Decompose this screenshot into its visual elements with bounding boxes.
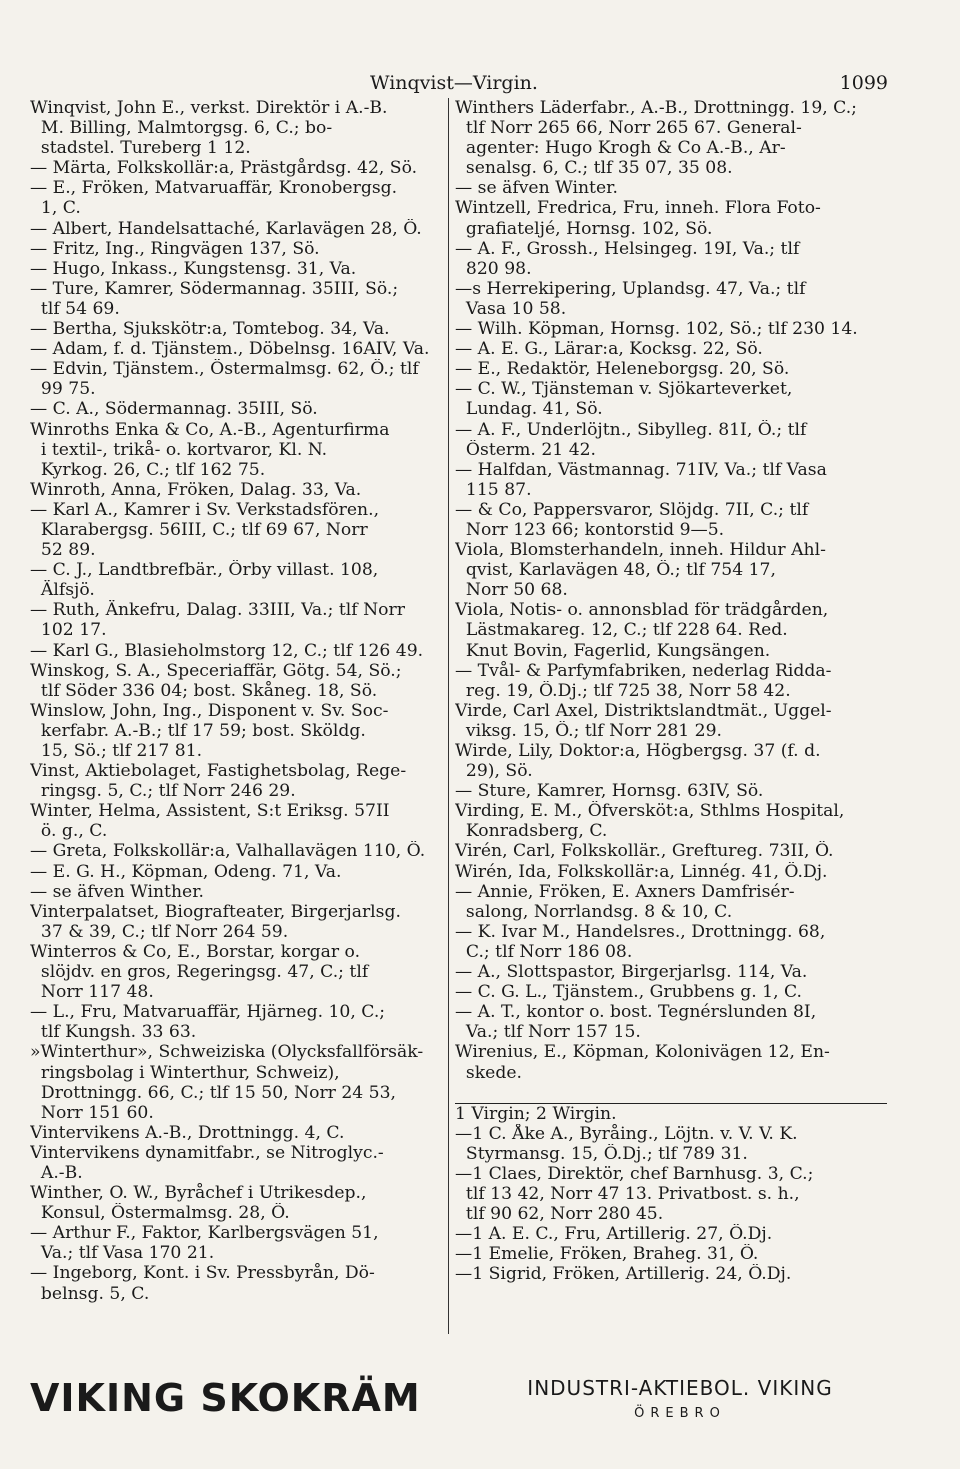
directory-entry-line: Konsul, Östermalmsg. 28, Ö. xyxy=(30,1203,290,1224)
directory-entry-line: — Ture, Kamrer, Södermannag. 35III, Sö.; xyxy=(30,278,399,299)
directory-entry-line: senalsg. 6, C.; tlf 35 07, 35 08. xyxy=(455,158,733,179)
directory-entry-line: 115 87. xyxy=(455,479,532,500)
directory-entry-line: Norr 50 68. xyxy=(455,580,568,601)
directory-entry-line: — A. T., kontor o. bost. Tegnérslunden 8I, xyxy=(455,1002,817,1023)
directory-entry-line: — Wilh. Köpman, Hornsg. 102, Sö.; tlf 230 14. xyxy=(455,319,858,340)
directory-entry-line: — C. J., Landtbrefbär., Örby villast. 108, xyxy=(30,560,379,581)
directory-entry-line: —1 Emelie, Fröken, Braheg. 31, Ö. xyxy=(455,1244,759,1265)
directory-entry-line: — Karl G., Blasieholmstorg 12, C.; tlf 126 49. xyxy=(30,640,424,661)
directory-entry-line: — Halfdan, Västmannag. 71IV, Va.; tlf Vasa xyxy=(455,459,827,480)
directory-entry-line: Viola, Notis- o. annonsblad för trädgården, xyxy=(455,600,829,621)
directory-entry-line: — Greta, Folkskollär:a, Valhallavägen 110, Ö. xyxy=(30,841,426,862)
directory-entry-line: qvist, Karlavägen 48, Ö.; tlf 754 17, xyxy=(455,560,776,581)
directory-entry-line: — C. A., Södermannag. 35III, Sö. xyxy=(30,399,318,420)
directory-entry-line: — C. W., Tjänsteman v. Sjökarteverket, xyxy=(455,379,793,400)
directory-entry-line: Virding, E. M., Öfversköt:a, Sthlms Hospital, xyxy=(455,801,845,822)
directory-entry-line: Vasa 10 58. xyxy=(455,298,567,319)
directory-entry-line: salong, Norrlandsg. 8 & 10, C. xyxy=(455,901,733,922)
directory-entry-line: Winskog, S. A., Speceriaffär, Götg. 54, Sö.; xyxy=(30,660,402,681)
directory-entry-line: Wirenius, E., Köpman, Kolonivägen 12, En- xyxy=(455,1042,830,1063)
directory-entry-line: — Märta, Folkskollär:a, Prästgårdsg. 42, Sö. xyxy=(30,158,418,179)
column-divider xyxy=(448,98,449,1334)
directory-entry-line: —1 C. Åke A., Byråing., Löjtn. v. V. V. K. xyxy=(455,1123,798,1144)
directory-entry-line: — A. E. G., Lärar:a, Kocksg. 22, Sö. xyxy=(455,339,763,360)
directory-entry-line: Lästmakareg. 12, C.; tlf 228 64. Red. xyxy=(455,620,788,641)
directory-entry-line: Knut Bovin, Fagerlid, Kungsängen. xyxy=(455,640,771,661)
directory-entry-line: Vintervikens dynamitfabr., se Nitroglyc.- xyxy=(30,1142,384,1163)
advert-company-name: INDUSTRI-AKTIEBOL. VIKING xyxy=(527,1376,833,1400)
directory-entry-line: kerfabr. A.-B.; tlf 17 59; bost. Sköldg. xyxy=(30,720,366,741)
directory-entry-line: —1 Claes, Direktör, chef Barnhusg. 3, C.; xyxy=(455,1163,814,1184)
directory-entry-line: —1 Sigrid, Fröken, Artillerig. 24, Ö.Dj. xyxy=(455,1264,792,1285)
directory-entry-line: — Arthur F., Faktor, Karlbergsvägen 51, xyxy=(30,1223,379,1244)
directory-entry-line: Vintervikens A.-B., Drottningg. 4, C. xyxy=(30,1122,345,1143)
directory-entry-line: Vinst, Aktiebolaget, Fastighetsbolag, Rege- xyxy=(30,761,407,782)
directory-entry-line: Virde, Carl Axel, Distriktslandtmät., Uggel- xyxy=(455,700,832,721)
directory-entry-line: viksg. 15, Ö.; tlf Norr 281 29. xyxy=(455,720,723,741)
directory-entry-line: Styrmansg. 15, Ö.Dj.; tlf 789 31. xyxy=(455,1143,748,1164)
directory-entry-line: Winter, Helma, Assistent, S:t Eriksg. 57II xyxy=(30,801,390,822)
page-number: 1099 xyxy=(839,72,888,94)
directory-entry-line: — Adam, f. d. Tjänstem., Döbelnsg. 16AIV, Va. xyxy=(30,339,430,360)
left-column xyxy=(30,98,446,1304)
directory-entry-line: Virén, Carl, Folkskollär., Greftureg. 73II, Ö. xyxy=(455,841,834,862)
directory-entry-line: Vinterpalatset, Biografteater, Birgerjarlsg. xyxy=(30,901,401,922)
advertisement-footer xyxy=(30,1376,890,1436)
directory-entry-line: Winther, O. W., Byråchef i Utrikesdep., xyxy=(30,1183,367,1204)
directory-entry-line: tlf Kungsh. 33 63. xyxy=(30,1022,197,1043)
directory-entry-line: — C. G. L., Tjänstem., Grubbens g. 1, C. xyxy=(455,982,802,1003)
directory-entry-line: —s Herrekipering, Uplandsg. 47, Va.; tlf xyxy=(455,278,806,299)
directory-entry-line: ö. g., C. xyxy=(30,821,108,842)
directory-entry-line: — L., Fru, Matvaruaffär, Hjärneg. 10, C.; xyxy=(30,1002,386,1023)
directory-entry-line: tlf 54 69. xyxy=(30,298,120,319)
directory-entry-line: — Bertha, Sjukskötr:a, Tomtebog. 34, Va. xyxy=(30,319,390,340)
directory-entry-line: Wirde, Lily, Doktor:a, Högbergsg. 37 (f. d. xyxy=(455,741,821,761)
directory-entry-line: Winterros & Co, E., Borstar, korgar o. xyxy=(30,941,361,962)
directory-entry-line: Wirén, Ida, Folkskollär:a, Linnég. 41, Ö.Dj. xyxy=(455,861,828,882)
directory-entry-line: 1 Virgin; 2 Wirgin. xyxy=(455,1103,617,1124)
directory-entry-line: tlf 90 62, Norr 280 45. xyxy=(455,1204,664,1225)
directory-entry-line: i textil-, trikå- o. kortvaror, Kl. N. xyxy=(30,439,328,460)
directory-entry-line: 52 89. xyxy=(30,540,96,561)
directory-entry-line: agenter: Hugo Krogh & Co A.-B., Ar- xyxy=(455,138,786,159)
right-column xyxy=(455,98,887,1285)
directory-entry-line: Lundag. 41, Sö. xyxy=(455,399,603,420)
directory-entry-line: Konradsberg, C. xyxy=(455,821,608,842)
directory-entry-line: Norr 123 66; kontorstid 9—5. xyxy=(455,519,725,540)
directory-entry-line: tlf Söder 336 04; bost. Skåneg. 18, Sö. xyxy=(30,680,378,701)
directory-entry-line: tlf Norr 265 66, Norr 265 67. General- xyxy=(455,118,802,139)
directory-entry-line: Älfsjö. xyxy=(30,580,95,601)
directory-entry-line: 37 & 39, C.; tlf Norr 264 59. xyxy=(30,921,289,942)
directory-entry-line: Winqvist, John E., verkst. Direktör i A.-B. xyxy=(30,98,388,118)
directory-entry-line: slöjdv. en gros, Regeringsg. 47, C.; tlf xyxy=(30,962,369,983)
directory-entry-line: 1, C. xyxy=(30,198,81,219)
directory-entry-line: 29), Sö. xyxy=(455,761,533,782)
directory-entry-line: Drottningg. 66, C.; tlf 15 50, Norr 24 53, xyxy=(30,1082,397,1103)
directory-entry-line: C.; tlf Norr 186 08. xyxy=(455,941,633,962)
directory-entry-line: —1 A. E. C., Fru, Artillerig. 27, Ö.Dj. xyxy=(455,1224,773,1245)
directory-entry-line: Va.; tlf Vasa 170 21. xyxy=(30,1243,215,1264)
directory-entry-line: — se äfven Winter. xyxy=(455,178,618,199)
directory-entry-line: tlf 13 42, Norr 47 13. Privatbost. s. h., xyxy=(455,1184,800,1205)
directory-entry-line: — Tvål- & Parfymfabriken, nederlag Ridda- xyxy=(455,660,832,681)
directory-entry-line: — E., Fröken, Matvaruaffär, Kronobergsg. xyxy=(30,178,398,199)
directory-entry-line: reg. 19, Ö.Dj.; tlf 725 38, Norr 58 42. xyxy=(455,680,791,701)
directory-entry-line: Winthers Läderfabr., A.-B., Drottningg. 19, C.; xyxy=(455,98,857,118)
directory-entry-line: A.-B. xyxy=(30,1162,83,1183)
directory-entry-line: 15, Sö.; tlf 217 81. xyxy=(30,741,203,761)
directory-entry-line: Kyrkog. 26, C.; tlf 162 75. xyxy=(30,459,266,480)
directory-entry-line: — & Co, Pappersvaror, Slöjdg. 7II, C.; tlf xyxy=(455,499,809,520)
directory-entry-line: Winslow, John, Ing., Disponent v. Sv. Soc- xyxy=(30,700,389,721)
directory-entry-line: Klarabergsg. 56III, C.; tlf 69 67, Norr xyxy=(30,519,368,540)
directory-entry-line: — Sture, Kamrer, Hornsg. 63IV, Sö. xyxy=(455,781,764,802)
directory-entry-line xyxy=(455,1083,887,1104)
directory-entry-line: skede. xyxy=(455,1062,522,1083)
directory-entry-line: 820 98. xyxy=(455,258,532,279)
advert-company-city: ÖREBRO xyxy=(634,1406,726,1421)
directory-entry-line: — Fritz, Ing., Ringvägen 137, Sö. xyxy=(30,238,320,259)
directory-entry-line: — K. Ivar M., Handelsres., Drottningg. 68, xyxy=(455,921,826,942)
directory-entry-line: Norr 151 60. xyxy=(30,1102,154,1123)
directory-entry-line: M. Billing, Malmtorgsg. 6, C.; bo- xyxy=(30,118,333,139)
page-header xyxy=(0,72,960,98)
directory-entry-line: — Albert, Handelsattaché, Karlavägen 28, Ö. xyxy=(30,218,422,239)
directory-entry-line: — E. G. H., Köpman, Odeng. 71, Va. xyxy=(30,861,342,882)
directory-entry-line: belnsg. 5, C. xyxy=(30,1283,150,1304)
advert-brand: VIKING SKOKRÄM xyxy=(30,1376,421,1420)
directory-entry-line: — se äfven Winther. xyxy=(30,881,204,902)
directory-entry-line: stadstel. Tureberg 1 12. xyxy=(30,138,251,159)
directory-entry-line: — Annie, Fröken, E. Axners Damfrisér- xyxy=(455,881,795,902)
directory-entry-line: — Ingeborg, Kont. i Sv. Pressbyrån, Dö- xyxy=(30,1263,375,1284)
directory-entry-line: 102 17. xyxy=(30,620,107,641)
directory-entry-line: — Karl A., Kamrer i Sv. Verkstadsfören., xyxy=(30,499,380,520)
directory-entry-line: — Hugo, Inkass., Kungstensg. 31, Va. xyxy=(30,258,357,279)
directory-entry-line: Va.; tlf Norr 157 15. xyxy=(455,1022,641,1043)
directory-entry-line: — E., Redaktör, Heleneborgsg. 20, Sö. xyxy=(455,359,790,380)
directory-entry-line: grafiateljé, Hornsg. 102, Sö. xyxy=(455,218,713,239)
directory-entry-line: »Winterthur», Schweiziska (Olycksfallförsäk- xyxy=(30,1042,424,1063)
directory-entry-line: — Edvin, Tjänstem., Östermalmsg. 62, Ö.; tlf xyxy=(30,359,419,380)
directory-entry-line: Winroths Enka & Co, A.-B., Agenturfirma xyxy=(30,419,390,440)
directory-entry-line: — A. F., Grossh., Helsingeg. 19I, Va.; tlf xyxy=(455,238,800,259)
directory-entry-line: 99 75. xyxy=(30,379,96,400)
directory-entry-line: Winroth, Anna, Fröken, Dalag. 33, Va. xyxy=(30,479,362,500)
directory-entry-line: Norr 117 48. xyxy=(30,982,154,1003)
directory-entry-line: — A., Slottspastor, Birgerjarlsg. 114, Va. xyxy=(455,962,808,983)
directory-entry-line: ringsg. 5, C.; tlf Norr 246 29. xyxy=(30,781,296,802)
running-title: Winqvist—Virgin. xyxy=(370,72,538,94)
directory-entry-line: Wintzell, Fredrica, Fru, inneh. Flora Foto- xyxy=(455,198,821,219)
directory-entry-line: Viola, Blomsterhandeln, inneh. Hildur Ahl- xyxy=(455,540,826,561)
advert-company xyxy=(470,1376,890,1421)
directory-entry-line: — Ruth, Änkefru, Dalag. 33III, Va.; tlf Norr xyxy=(30,600,405,621)
directory-entry-line: — A. F., Underlöjtn., Sibylleg. 81I, Ö.; tlf xyxy=(455,419,807,440)
directory-entry-line: Österm. 21 42. xyxy=(455,439,597,460)
directory-entry-line: ringsbolag i Winterthur, Schweiz), xyxy=(30,1062,340,1083)
